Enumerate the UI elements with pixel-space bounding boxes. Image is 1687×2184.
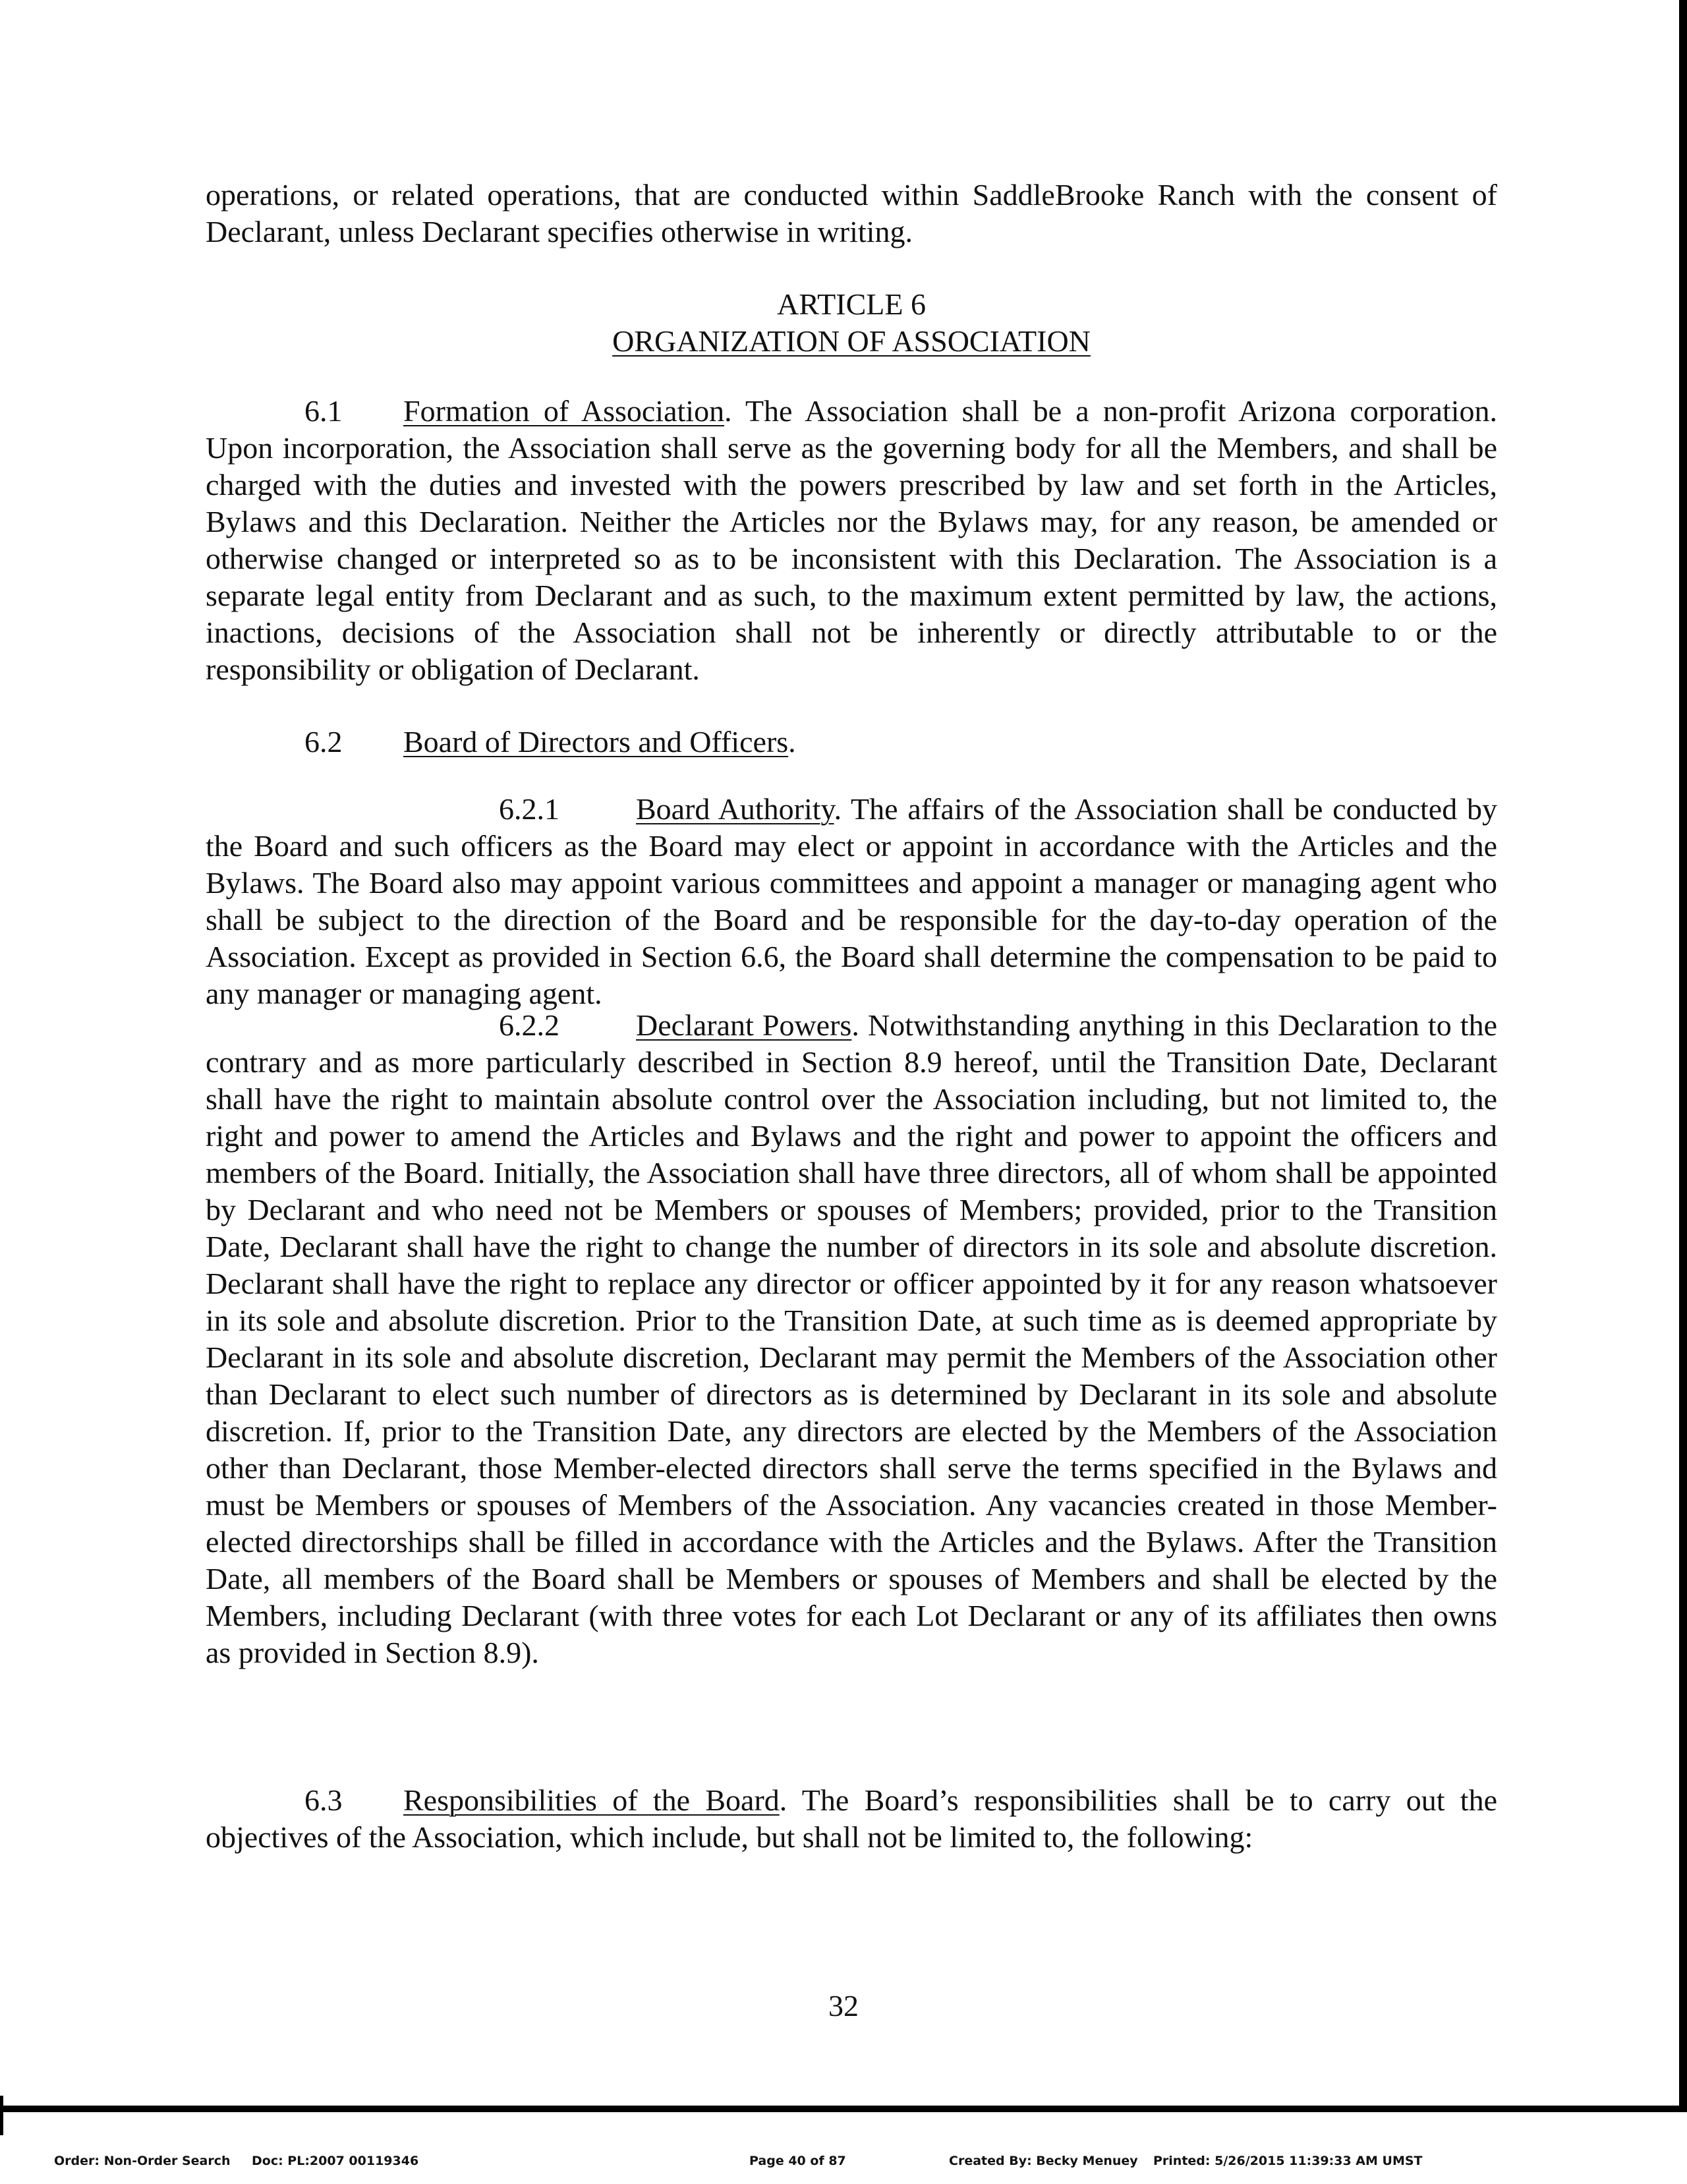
section-6-1-body: The Association shall be a non-profit Arizona corporation. Upon incorporation, the Association shall serve as the governing body for all the Members, and shall be charged with the duties and invested with the powers prescribed by law and set forth in the Articles, Bylaws and this Declaration. Neither the Articles nor the Bylaws may, for any reason, be amended or otherwise changed or interpreted so as to be inconsistent with this Declaration. The Association is a separate legal entity from Declarant and as such, to the maximum extent permitted by law, the actions, inactions, decisions of the Association shall not be inherently or directly attributable to or the responsibility or obligation of Declarant. bbox=[206, 394, 1498, 686]
section-6-2-2 bbox=[206, 1007, 1497, 1671]
section-6-2-1-title: Board Authority bbox=[636, 792, 834, 826]
section-6-2-2-number: 6.2.2 bbox=[499, 1008, 559, 1042]
section-6-2-title: Board of Directors and Officers bbox=[403, 725, 789, 759]
section-6-1-period: . bbox=[724, 394, 732, 428]
section-6-3-period: . bbox=[779, 1783, 787, 1817]
section-6-2-1-body: The affairs of the Association shall be conducted by the Board and such officers as the Board may elect or appoint in accordance with the Articles and the Bylaws. The Board also may appoint various committees and appoint a manager or managing agent who shall be subject to the direction of the Board and be responsible for the day-to-day operation of the Association. Except as provided in Section 6.6, the Board shall determine the compensation to be paid to any manager or managing agent. bbox=[206, 792, 1497, 1010]
section-6-2-1 bbox=[206, 791, 1497, 1012]
footer-created-by: Created By: Becky Menuey bbox=[949, 2154, 1138, 2168]
section-6-2-number: 6.2 bbox=[304, 725, 343, 759]
footer-page: Page 40 of 87 bbox=[749, 2154, 846, 2168]
article-title-text: ORGANIZATION OF ASSOCIATION bbox=[612, 324, 1091, 358]
section-6-2-period: . bbox=[788, 725, 796, 759]
article-number bbox=[206, 286, 1497, 323]
intro-paragraph bbox=[206, 177, 1497, 250]
article-title bbox=[206, 323, 1497, 360]
footer-printed: Printed: 5/26/2015 11:39:33 AM UMST bbox=[1153, 2154, 1423, 2168]
section-6-2 bbox=[206, 724, 1497, 761]
page-number: 32 bbox=[828, 1989, 859, 2023]
article-number-text: ARTICLE 6 bbox=[777, 287, 926, 321]
footer-doc: Doc: PL:2007 00119346 bbox=[252, 2154, 419, 2168]
intro-text: operations, or related operations, that are conducted within SaddleBrooke Ranch with the consent of Declarant, unless Declarant specifies otherwise in writing. bbox=[206, 178, 1497, 248]
section-6-1-number: 6.1 bbox=[304, 394, 343, 428]
page-border-tick bbox=[0, 2096, 3, 2135]
section-6-3-body: The Board’s responsibilities shall be to carry out the objectives of the Association, which include, but shall not be limited to, the following: bbox=[206, 1783, 1497, 1854]
section-6-3 bbox=[206, 1782, 1497, 1856]
section-6-3-number: 6.3 bbox=[304, 1783, 343, 1817]
section-6-1 bbox=[206, 393, 1497, 688]
page-border-right bbox=[1679, 0, 1687, 2106]
section-6-2-2-title: Declarant Powers bbox=[636, 1008, 852, 1042]
footer-order: Order: Non-Order Search bbox=[54, 2154, 231, 2168]
section-6-3-title: Responsibilities of the Board bbox=[403, 1783, 780, 1817]
section-6-2-2-period: . bbox=[851, 1008, 859, 1042]
section-6-2-2-body: Notwithstanding anything in this Declaration to the contrary and as more particularly described in Section 8.9 hereof, until the Transition Date, Declarant shall have the right to maintain absolute control over the Association including, but not limited to, the right and power to amend the Articles and Bylaws and the right and power to appoint the officers and members of the Board. Initially, the Association shall have three directors, all of whom shall be appointed by Declarant and who need not be Members or spouses of Members; provided, prior to the Transition Date, Declarant shall have the right to change the number of directors in its sole and absolute discretion. Declarant shall have the right to replace any director or officer appointed by it for any reason whatsoever in its sole and absolute discretion. Prior to the Transition Date, at such time as is deemed appropriate by Declarant in its sole and absolute discretion, Declarant may permit the Members of the Association other than Declarant to elect such number of directors as is determined by Declarant in its sole and absolute discretion. If, prior to the Transition Date, any directors are elected by the Members of the Association other than Declarant, those Member-elected directors shall serve the terms specified in the Bylaws and must be Members or spouses of Members of the Association. Any vacancies created in those Member-elected directorships shall be filled in accordance with the Articles and the Bylaws. After the Transition Date, all members of the Board shall be Members or spouses of Members and shall be elected by the Members, including Declarant (with three votes for each Lot Declarant or any of its affiliates then owns as provided in Section 8.9). bbox=[206, 1008, 1497, 1669]
section-6-2-1-period: . bbox=[834, 792, 842, 826]
section-6-1-title: Formation of Association bbox=[403, 394, 725, 428]
section-6-2-1-number: 6.2.1 bbox=[499, 792, 559, 826]
page-border-bottom bbox=[0, 2106, 1687, 2112]
